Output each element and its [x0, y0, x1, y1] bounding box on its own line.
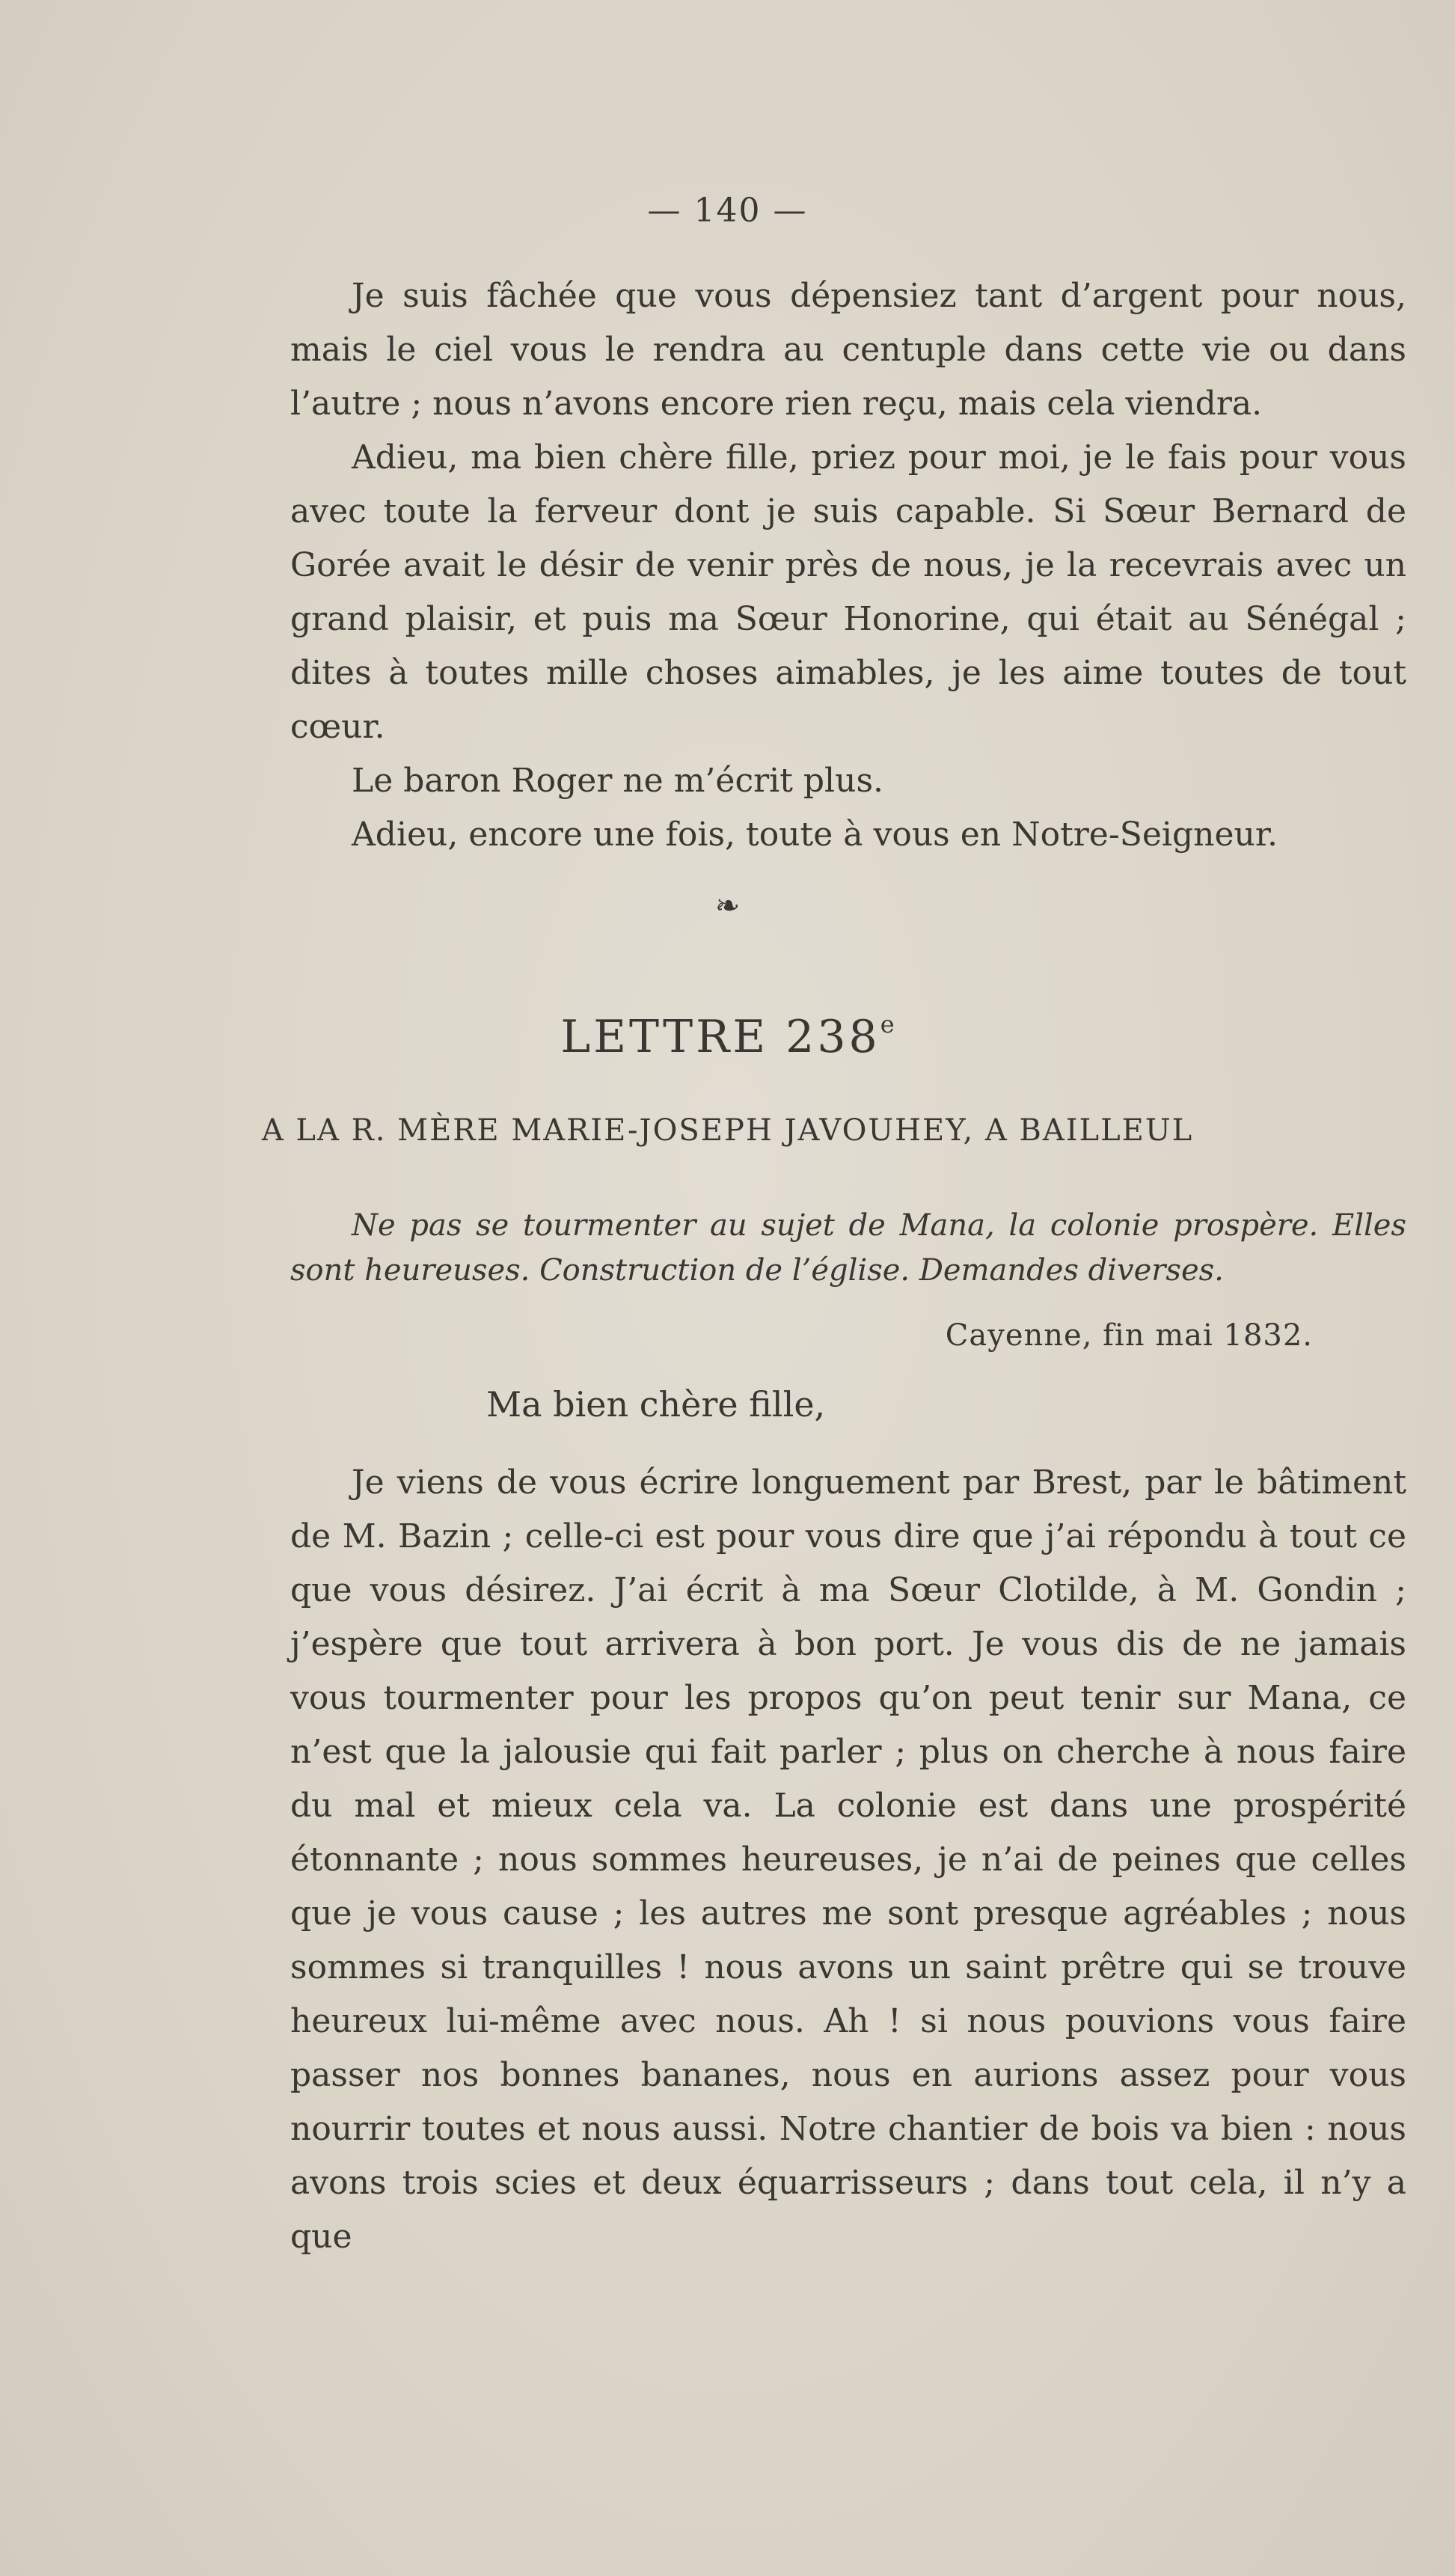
- paragraph: Adieu, ma bien chère fille, priez pour moi, je le fais pour vous avec toute la ferveur dont je suis capable. Si Sœur Bernard de Gorée avait le désir de venir près de nous, je la recevrais avec un grand plaisir, et puis ma Sœur Honorine, qui était au Sénégal ; dites à toutes mille choses aimables, je les aime toutes de tout cœur.: [290, 438, 1406, 746]
- fleuron-ornament-icon: ❧: [714, 889, 741, 923]
- letter-addressee: A LA R. MÈRE MARIE-JOSEPH JAVOUHEY, A BAILLEUL: [261, 1113, 1194, 1148]
- letter-dateline: Cayenne, fin mai 1832.: [945, 1318, 1313, 1353]
- paragraph: Le baron Roger ne m’écrit plus.: [352, 762, 884, 800]
- letter-title-ordinal: e: [880, 1010, 895, 1038]
- letter-body: [290, 1456, 1406, 2264]
- page-number: — 140 —: [647, 192, 808, 230]
- previous-letter-ending: [290, 269, 1406, 862]
- paragraph: Je suis fâchée que vous dépensiez tant d’argent pour nous, mais le ciel vous le rendra au centuple dans cette vie ou dans l’autre ; nous n’avons encore rien reçu, mais cela viendra.: [290, 277, 1406, 423]
- paragraph: Adieu, encore une fois, toute à vous en Notre-Seigneur.: [352, 816, 1278, 854]
- letter-title-text: LETTRE 238: [560, 1011, 880, 1063]
- letter-summary: Ne pas se tourmenter au sujet de Mana, la colonie prospère. Elles sont heureuses. Construction de l’église. Demandes diverses.: [290, 1208, 1406, 1288]
- paragraph: Je viens de vous écrire longuement par Brest, par le bâtiment de M. Bazin ; celle-ci est pour vous dire que j’ai répondu à tout ce que vous désirez. J’ai écrit à ma Sœur Clotilde, à M. Gondin ; j’espère que tout arrivera à bon port. Je vous dis de ne jamais vous tourmenter pour les propos qu’on peut tenir sur Mana, ce n’est que la jalousie qui fait parler ; plus on cherche à nous faire du mal et mieux cela va. La colonie est dans une prospérité étonnante ; nous sommes heureuses, je n’ai de peines que celles que je vous cause ; les autres me sont presque agréables ; nous sommes si tranquilles ! nous avons un saint prêtre qui se trouve heureux lui-même avec nous. Ah ! si nous pouvions vous faire passer nos bonnes bananes, nous en aurions assez pour vous nourrir toutes et nous aussi. Notre chantier de bois va bien : nous avons trois scies et deux équarrisseurs ; dans tout cela, il n’y a que: [290, 1463, 1406, 2256]
- letter-salutation: Ma bien chère fille,: [486, 1384, 826, 1425]
- letter-title: [0, 1010, 1455, 1063]
